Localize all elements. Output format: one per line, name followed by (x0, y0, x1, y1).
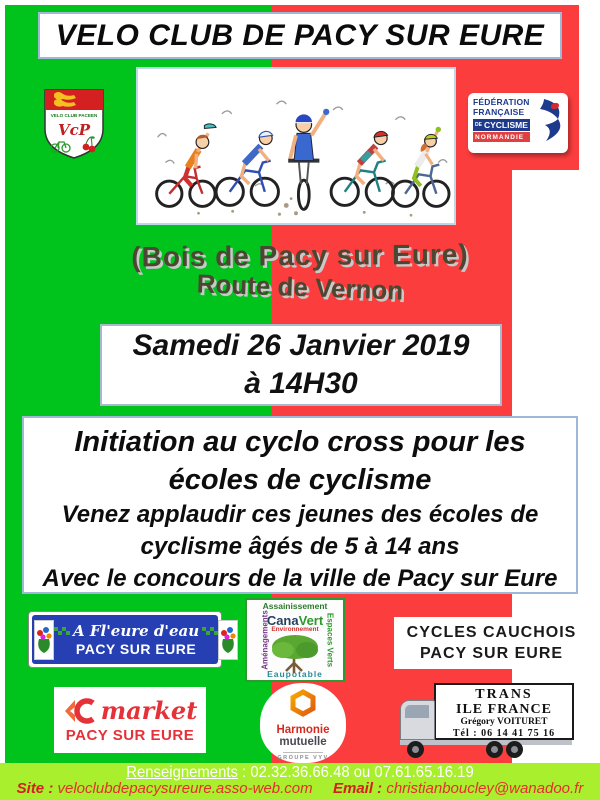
truck-wheel (407, 741, 424, 758)
truck-chassis (400, 740, 572, 745)
cyclists-cartoon (136, 67, 456, 225)
cyclist-2 (216, 131, 278, 205)
ffc-cyclist-swoosh-icon (530, 93, 566, 149)
crest-club-name: VELO CLUB PACEEN (50, 113, 98, 118)
footer-site-label: Site : (16, 780, 54, 797)
trans-line3: Grégory VOITURET (460, 717, 548, 727)
footer-email-label: Email : (332, 780, 383, 797)
checkered-flag-icon (54, 627, 70, 635)
announcement-body-line2: cyclisme âgés de 5 à 14 ans (140, 533, 460, 560)
truck-wheel (486, 741, 503, 758)
page-title: VELO CLUB DE PACY SUR EURE (55, 18, 545, 52)
footer-info-phones: : 02.32.36.66.48 ou 07.61.65.16.19 (237, 764, 474, 781)
date-line2: à 14H30 (244, 367, 358, 400)
tree-icon (269, 633, 321, 680)
location-line2: Route de Vernon (196, 268, 404, 306)
club-crest-logo (42, 87, 106, 161)
carrefour-brand: market (100, 696, 198, 725)
cauchois-line1: CYCLES CAUCHOIS (406, 624, 577, 641)
shield-icon (42, 87, 106, 161)
sponsor-fleure-logo (28, 611, 222, 668)
sponsor-trans-truck (398, 683, 576, 761)
footer-site-link[interactable]: veloclubdepacysureure.asso-web.com (57, 780, 313, 797)
canavert-sub-text: Environnement (271, 626, 319, 633)
ffc-line1: FÉDÉRATION (473, 97, 530, 107)
carrefour-city: PACY SUR EURE (65, 727, 195, 744)
location-line1: (Bois de Pacy sur Eure) (131, 238, 469, 273)
trans-line2: ILE FRANCE (456, 702, 552, 717)
announcement-heading-line2: écoles de cyclisme (168, 464, 432, 496)
cyclist-3 (288, 109, 329, 210)
fleure-name: A Fl'eure d'eau (73, 622, 200, 640)
sponsor-cauchois-logo (394, 617, 589, 669)
canavert-brand-vert: Vert (298, 613, 324, 628)
canavert-bottom-text: Eaupotable (267, 669, 323, 679)
fleure-city: PACY SUR EURE (75, 641, 197, 657)
truck-cab (400, 700, 435, 740)
footer-email-link[interactable]: christianboucley@wanadoo.fr (386, 780, 584, 797)
sponsor-carrefour-logo (54, 687, 206, 753)
truck-wheel (506, 741, 523, 758)
footer-links-line (0, 780, 600, 797)
harmonie-group: GROUPE VYV (277, 755, 329, 761)
ffc-region: NORMANDIE (473, 132, 530, 142)
date-box (100, 324, 502, 406)
ffc-de: DE (475, 121, 482, 128)
announcement-heading-line1: Initiation au cyclo cross pour les (74, 426, 526, 458)
ffc-logo (468, 93, 568, 153)
cyclist-1 (157, 124, 216, 207)
ffc-line2: FRANÇAISE (473, 106, 525, 117)
carrefour-icon (63, 697, 97, 725)
canavert-top-text: Assainissement (262, 601, 328, 611)
announcement-body-line1: Venez applaudir ces jeunes des écoles de (61, 501, 539, 528)
hexagon-ring-icon (289, 689, 317, 717)
harmonie-line2: mutuelle (279, 736, 327, 748)
announcement-box (22, 416, 578, 594)
sponsor-harmonie-logo (260, 683, 346, 763)
title-banner (38, 12, 562, 59)
cauchois-line2: PACY SUR EURE (419, 645, 564, 662)
date-line1: Samedi 26 Janvier 2019 (132, 329, 470, 362)
truck-trailer (434, 683, 574, 740)
sponsor-canavert-logo (245, 598, 345, 682)
announcement-body-line3: Avec le concours de la ville de Pacy sur Eure (42, 565, 558, 592)
flower-bouquet-icon (218, 620, 238, 660)
harmonie-line1: Harmonie (276, 724, 330, 736)
canavert-brand-cana: Cana (266, 613, 299, 628)
cyclist-5 (392, 127, 449, 207)
cyclist-4 (331, 131, 393, 205)
trans-line4: Tél : 06 14 41 75 16 (452, 728, 556, 739)
truck-window (405, 705, 429, 718)
cyclists-illustration (138, 69, 454, 223)
crest-monogram: VcP (57, 121, 91, 139)
dust-dots (197, 197, 412, 216)
canavert-left-text: Aménagements (260, 610, 270, 670)
checkered-flag-icon (202, 627, 218, 635)
canavert-right-text: Espaces Verts (325, 612, 335, 668)
footer-info-label: Renseignements (126, 764, 238, 781)
flower-bouquet-icon (34, 620, 54, 660)
trans-line1: TRANS (475, 687, 533, 702)
ffc-line3: CYCLISME (483, 120, 528, 130)
